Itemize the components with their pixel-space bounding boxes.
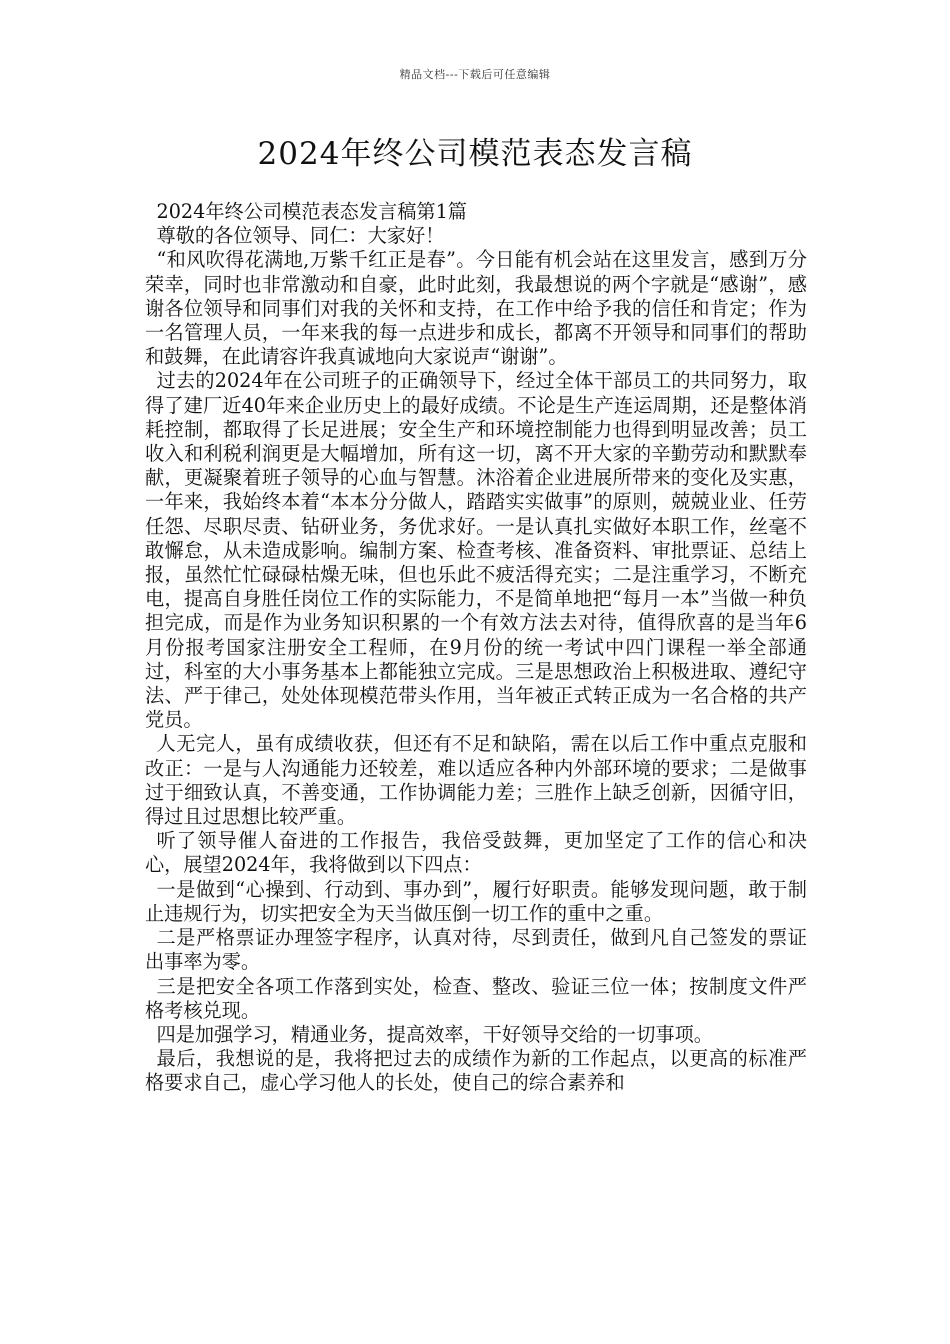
page-header-note: 精品文档---下载后可任意编辑 <box>399 68 551 81</box>
document-body <box>145 200 807 1096</box>
document-title: 2024年终公司模范表态发言稿 <box>257 136 693 172</box>
body-paragraph: 一是做到“心操到、行动到、事办到”，履行好职责。能够发现问题，敢于制止违规行为，切实把安全为天当做压倒一切工作的重中之重。 <box>145 877 807 925</box>
body-paragraph: 二是严格票证办理签字程序，认真对待，尽到责任，做到凡自己签发的票证出事率为零。 <box>145 926 807 974</box>
body-paragraph: 人无完人，虽有成绩收获，但还有不足和缺陷，需在以后工作中重点克服和改正：一是与人沟通能力还较差，难以适应各种内外部环境的要求；二是做事过于细致认真，不善变通，工作协调能力差；三胜作上缺乏创新，因循守旧，得过且过思想比较严重。 <box>145 732 807 829</box>
body-paragraph: “和风吹得花满地,万紫千红正是春”。今日能有机会站在这里发言，感到万分荣幸，同时也非常激动和自豪，此时此刻，我最想说的两个字就是“感谢”，感谢各位领导和同事们对我的关怀和支持，在工作中给予我的信任和肯定；作为一名管理人员，一年来我的每一点进步和成长，都离不开领导和同事们的帮助和鼓舞，在此请容许我真诚地向大家说声“谢谢”。 <box>145 248 807 369</box>
body-paragraph: 过去的2024年在公司班子的正确领导下，经过全体干部员工的共同努力，取得了建厂近40年来企业历史上的最好成绩。不论是生产连运周期，还是整体消耗控制，都取得了长足进展；安全生产和环境控制能力也得到明显改善；员工收入和利税利润更是大幅增加，所有这一切，离不开大家的辛勤劳动和默默奉献，更凝聚着班子领导的心血与智慧。沐浴着企业进展所带来的变化及实惠，一年来，我始终本着“本本分分做人，踏踏实实做事”的原则，兢兢业业、任劳任怨、尽职尽责、钻研业务，务优求好。一是认真扎实做好本职工作，丝毫不敢懈怠，从未造成影响。编制方案、检查考核、准备资料、审批票证、总结上报，虽然忙忙碌碌枯燥无味，但也乐此不疲活得充实；二是注重学习，不断充电，提高自身胜任岗位工作的实际能力，不是简单地把“每月一本”当做一种负担完成，而是作为业务知识积累的一个有效方法去对待，值得欣喜的是当年6月份报考国家注册安全工程师，在9月份的统一考试中四门课程一举全部通过，科室的大小事务基本上都能独立完成。三是思想政治上积极进取、遵纪守法、严于律己，处处体现模范带头作用，当年被正式转正成为一名合格的共产党员。 <box>145 369 807 732</box>
body-paragraph: 三是把安全各项工作落到实处，检查、整改、验证三位一体；按制度文件严格考核兑现。 <box>145 974 807 1022</box>
salutation-paragraph: 尊敬的各位领导、同仁：大家好！ <box>156 224 445 248</box>
body-paragraph: 听了领导催人奋进的工作报告，我倍受鼓舞，更加坚定了工作的信心和决心，展望2024年，我将做到以下四点： <box>145 829 807 877</box>
body-paragraph: 四是加强学习，精通业务，提高效率，干好领导交给的一切事项。 <box>156 1022 713 1046</box>
document-subtitle: 2024年终公司模范表态发言稿第1篇 <box>156 200 467 223</box>
body-paragraph: 最后，我想说的是，我将把过去的成绩作为新的工作起点，以更高的标准严格要求自己，虚心学习他人的长处，使自己的综合素养和 <box>145 1047 807 1095</box>
